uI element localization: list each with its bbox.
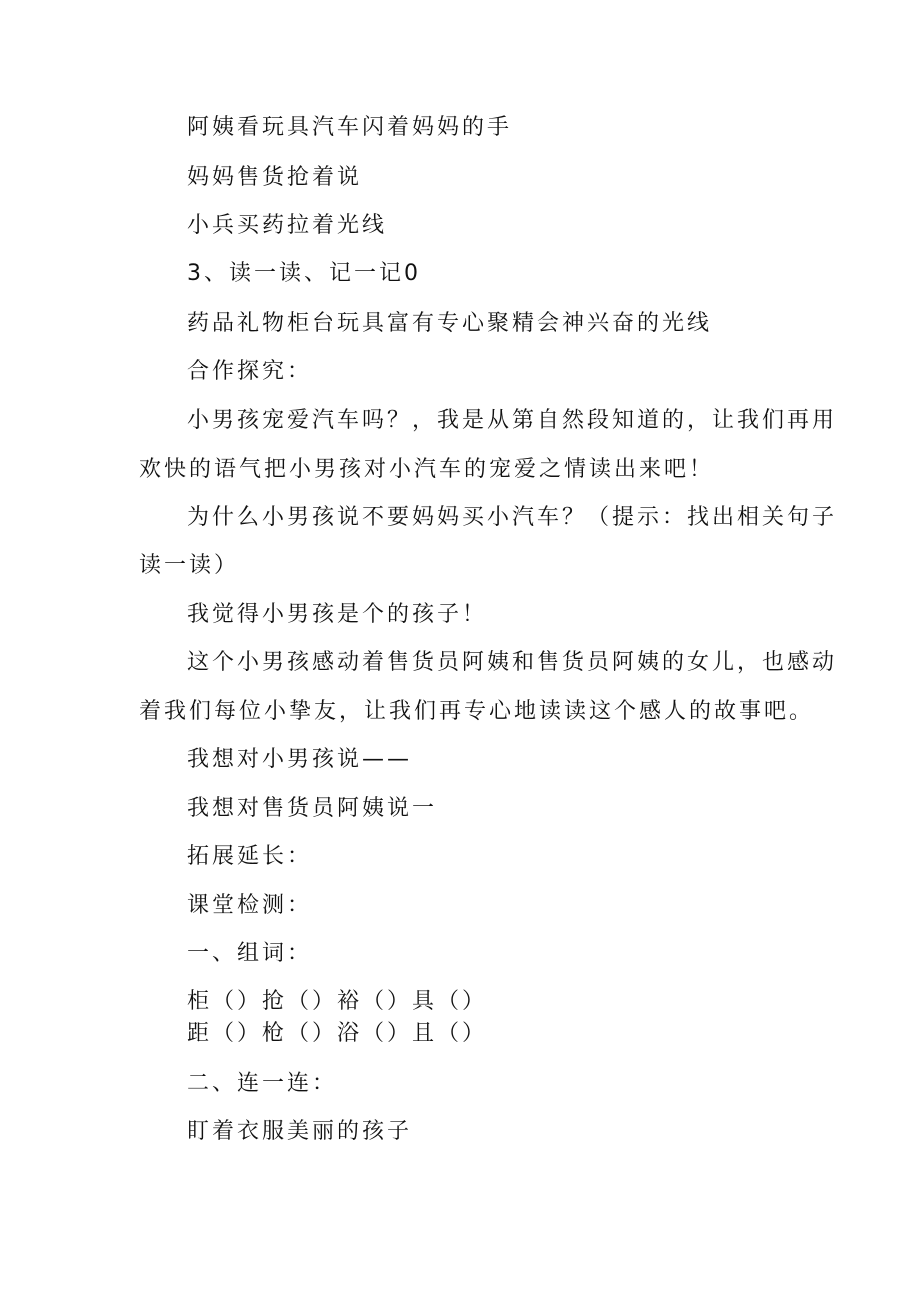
paragraph-line: 着我们每位小挚友，让我们再专心地读读这个感人的故事吧。 — [139, 699, 815, 724]
section-heading: 拓展延长： — [187, 844, 313, 869]
exercise-line: 距（）枪（）浴（）且（） — [187, 1021, 488, 1046]
section-heading: 课堂检测： — [187, 893, 313, 918]
text-line: 小兵买药拉着光线 — [187, 213, 388, 238]
section-heading: 合作探究： — [187, 359, 313, 384]
paragraph-line: 这个小男孩感动着售货员阿姨和售货员阿姨的女儿，也感动 — [187, 650, 838, 675]
text-line: 我想对售货员阿姨说一 — [187, 796, 438, 821]
section-heading: 3、读一读、记一记0 — [187, 261, 421, 286]
paragraph-line: 欢快的语气把小男孩对小汽车的宠爱之情读出来吧！ — [139, 457, 715, 482]
text-line: 我想对小男孩说—— — [187, 747, 413, 772]
text-line: 阿姨看玩具汽车闪着妈妈的手 — [187, 115, 513, 140]
text-line: 妈妈售货抢着说 — [187, 165, 363, 190]
paragraph-line: 小男孩宠爱汽车吗？，我是从第自然段知道的，让我们再用 — [187, 408, 838, 433]
paragraph-line: 为什么小男孩说不要妈妈买小汽车？（提示：找出相关句子 — [187, 505, 838, 530]
exercise-line: 盯着衣服美丽的孩子 — [187, 1119, 413, 1144]
paragraph-line: 读一读） — [139, 553, 240, 578]
exercise-line: 柜（）抢（）裕（）具（） — [187, 989, 488, 1014]
section-heading: 一、组词： — [187, 941, 313, 966]
paragraph-line: 我觉得小男孩是个的孩子！ — [187, 602, 488, 627]
section-heading: 二、连一连： — [187, 1071, 338, 1096]
text-line: 药品礼物柜台玩具富有专心聚精会神兴奋的光线 — [187, 311, 713, 336]
